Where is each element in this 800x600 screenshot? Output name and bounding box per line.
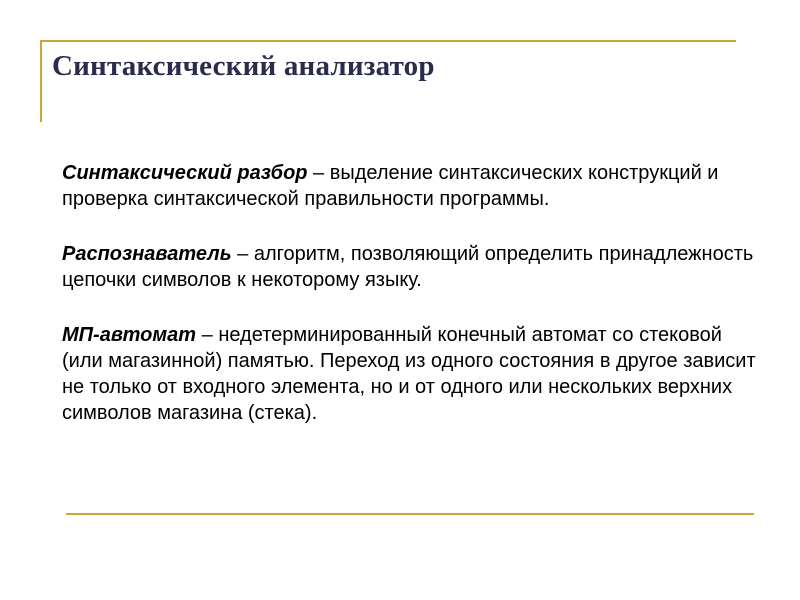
definition-term: Распознаватель (62, 243, 232, 265)
definition-syntax-parsing (62, 160, 762, 212)
bottom-rule (66, 513, 754, 515)
title-left-rule (40, 40, 42, 122)
definition-pushdown-automaton (62, 322, 762, 426)
definition-text: – недетерминированный конечный автомат со стековой (или магазинной) памятью. Переход из одного состояния в другое зависит не только от входного элемента, но и от одного или нескольких верхних символов магазина (стека). (62, 324, 756, 424)
slide-title: Синтаксический анализатор (52, 50, 435, 82)
definition-term: Синтаксический разбор (62, 162, 308, 184)
slide-content (62, 160, 762, 455)
definition-text: – алгоритм, позволяющий определить принадлежность цепочки символов к некоторому языку. (62, 243, 754, 291)
definition-term: МП-автомат (62, 324, 197, 346)
title-top-rule (40, 40, 736, 42)
definition-recognizer (62, 241, 762, 293)
definition-text: – выделение синтаксических конструкций и проверка синтаксической правильности программы. (62, 162, 719, 210)
